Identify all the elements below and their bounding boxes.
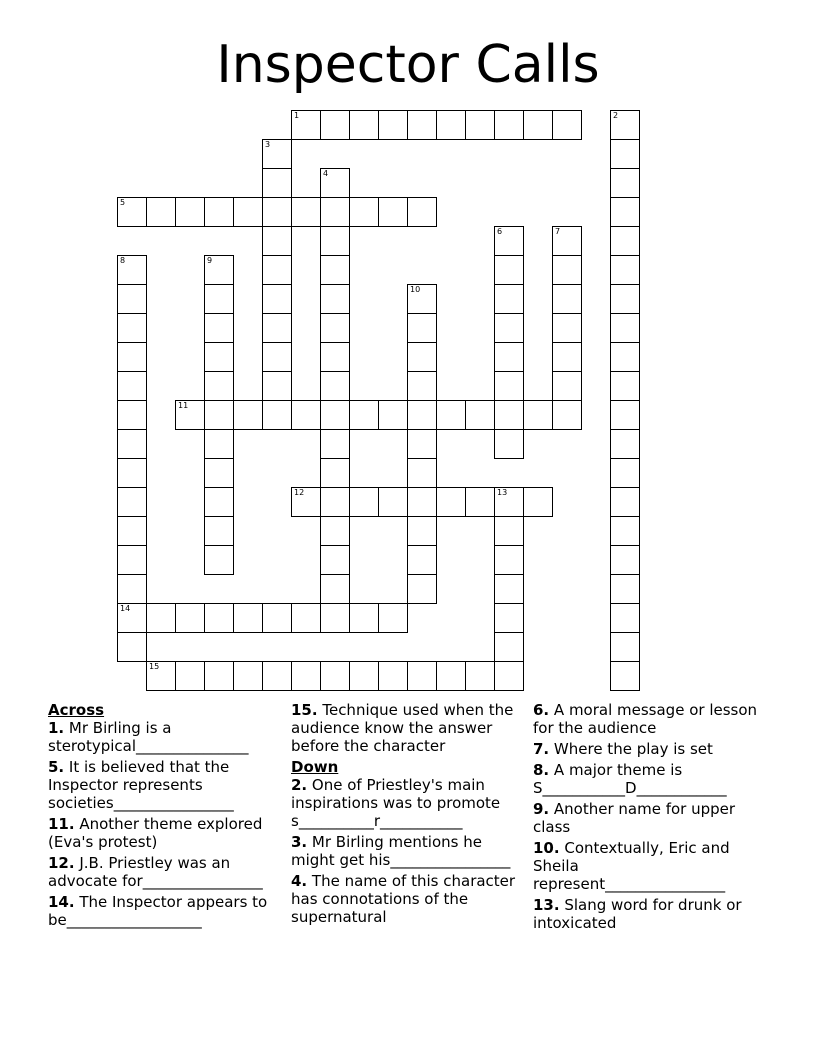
grid-cell[interactable] xyxy=(291,661,321,691)
grid-cell[interactable] xyxy=(523,487,553,517)
grid-cell[interactable] xyxy=(465,487,495,517)
clue-down-9 xyxy=(533,800,769,836)
clue-text: J.B. Priestley was an advocate for________________ xyxy=(48,854,263,890)
grid-cell[interactable] xyxy=(175,400,205,430)
grid-cell[interactable] xyxy=(291,487,321,517)
grid-cell[interactable] xyxy=(349,110,379,140)
grid-cell[interactable] xyxy=(320,226,350,256)
clue-number: 8. xyxy=(533,761,550,779)
clue-number: 14. xyxy=(48,893,75,911)
clue-down-6 xyxy=(533,701,769,737)
grid-cell[interactable] xyxy=(494,313,524,343)
clue-number: 9. xyxy=(533,800,550,818)
clues-column-2 xyxy=(291,701,527,929)
grid-cell[interactable] xyxy=(320,429,350,459)
grid-cell[interactable] xyxy=(494,284,524,314)
grid-cell[interactable] xyxy=(117,574,147,604)
clue-number: 7. xyxy=(533,740,550,758)
cell-number: 7 xyxy=(555,227,561,236)
cell-number: 9 xyxy=(207,256,213,265)
grid-cell[interactable] xyxy=(320,400,350,430)
clue-number: 12. xyxy=(48,854,75,872)
clue-down-7 xyxy=(533,740,769,758)
cell-number: 4 xyxy=(323,169,329,178)
grid-cell[interactable] xyxy=(552,342,582,372)
grid-cell[interactable] xyxy=(610,197,640,227)
grid-cell[interactable] xyxy=(610,226,640,256)
grid-cell[interactable] xyxy=(494,429,524,459)
grid-cell[interactable] xyxy=(610,342,640,372)
grid-cell[interactable] xyxy=(320,342,350,372)
grid-cell[interactable] xyxy=(407,458,437,488)
clue-text: The name of this character has connotations of the supernatural xyxy=(291,872,516,926)
clue-number: 4. xyxy=(291,872,308,890)
clue-down-2 xyxy=(291,776,527,830)
grid-cell[interactable] xyxy=(320,313,350,343)
grid-cell[interactable] xyxy=(117,429,147,459)
clue-text: Mr Birling mentions he might get his________________ xyxy=(291,833,511,869)
grid-cell[interactable] xyxy=(117,342,147,372)
grid-cell[interactable] xyxy=(349,487,379,517)
grid-cell[interactable] xyxy=(349,400,379,430)
grid-cell[interactable] xyxy=(204,545,234,575)
grid-cell[interactable] xyxy=(407,545,437,575)
cell-number: 13 xyxy=(497,488,508,497)
grid-cell[interactable] xyxy=(320,487,350,517)
grid-cell[interactable] xyxy=(262,342,292,372)
grid-cell[interactable] xyxy=(407,371,437,401)
grid-cell[interactable] xyxy=(204,371,234,401)
cell-number: 8 xyxy=(120,256,126,265)
grid-cell[interactable] xyxy=(407,197,437,227)
grid-cell[interactable] xyxy=(407,661,437,691)
grid-cell[interactable] xyxy=(552,400,582,430)
grid-cell[interactable] xyxy=(523,110,553,140)
grid-cell[interactable] xyxy=(610,545,640,575)
clue-text: Contextually, Eric and Sheila represent________________ xyxy=(533,839,730,893)
grid-cell[interactable] xyxy=(349,197,379,227)
grid-cell[interactable] xyxy=(262,371,292,401)
grid-cell[interactable] xyxy=(233,400,263,430)
grid-cell[interactable] xyxy=(407,516,437,546)
grid-cell[interactable] xyxy=(204,255,234,285)
grid-cell[interactable] xyxy=(494,110,524,140)
grid-cell[interactable] xyxy=(175,661,205,691)
grid-cell[interactable] xyxy=(117,487,147,517)
grid-cell[interactable] xyxy=(320,516,350,546)
clue-down-10 xyxy=(533,839,769,893)
clue-down-8 xyxy=(533,761,769,797)
clue-down-4 xyxy=(291,872,527,926)
grid-cell[interactable] xyxy=(610,603,640,633)
grid-cell[interactable] xyxy=(552,313,582,343)
grid-cell[interactable] xyxy=(465,110,495,140)
grid-cell[interactable] xyxy=(262,226,292,256)
grid-cell[interactable] xyxy=(407,487,437,517)
cell-number: 6 xyxy=(497,227,503,236)
grid-cell[interactable] xyxy=(552,110,582,140)
grid-cell[interactable] xyxy=(320,545,350,575)
grid-cell[interactable] xyxy=(610,313,640,343)
grid-cell[interactable] xyxy=(494,661,524,691)
grid-cell[interactable] xyxy=(349,661,379,691)
clue-across-12 xyxy=(48,854,284,890)
grid-cell[interactable] xyxy=(610,284,640,314)
grid-cell[interactable] xyxy=(523,400,553,430)
grid-cell[interactable] xyxy=(117,545,147,575)
grid-cell[interactable] xyxy=(117,313,147,343)
grid-cell[interactable] xyxy=(494,632,524,662)
clue-down-3 xyxy=(291,833,527,869)
clue-down-13 xyxy=(533,896,769,932)
cell-number: 15 xyxy=(149,662,160,671)
grid-cell[interactable] xyxy=(262,400,292,430)
grid-cell[interactable] xyxy=(552,284,582,314)
grid-cell[interactable] xyxy=(204,458,234,488)
clue-number: 5. xyxy=(48,758,65,776)
grid-cell[interactable] xyxy=(407,342,437,372)
grid-cell[interactable] xyxy=(552,226,582,256)
grid-cell[interactable] xyxy=(407,429,437,459)
clue-across-15 xyxy=(291,701,527,755)
grid-cell[interactable] xyxy=(117,458,147,488)
clue-text: A moral message or lesson for the audience xyxy=(533,701,758,737)
grid-cell[interactable] xyxy=(494,371,524,401)
grid-cell[interactable] xyxy=(320,574,350,604)
grid-cell[interactable] xyxy=(436,400,466,430)
grid-cell[interactable] xyxy=(552,255,582,285)
grid-cell[interactable] xyxy=(610,574,640,604)
grid-cell[interactable] xyxy=(117,603,147,633)
grid-cell[interactable] xyxy=(436,110,466,140)
grid-cell[interactable] xyxy=(494,603,524,633)
grid-cell[interactable] xyxy=(291,110,321,140)
grid-cell[interactable] xyxy=(320,661,350,691)
grid-cell[interactable] xyxy=(349,603,379,633)
grid-cell[interactable] xyxy=(552,371,582,401)
grid-cell[interactable] xyxy=(494,226,524,256)
grid-cell[interactable] xyxy=(291,603,321,633)
grid-cell[interactable] xyxy=(610,487,640,517)
grid-cell[interactable] xyxy=(465,661,495,691)
grid-cell[interactable] xyxy=(494,400,524,430)
clue-text: Technique used when the audience know the answer before the character xyxy=(291,701,514,755)
clue-text: Where the play is set xyxy=(549,740,713,758)
grid-cell[interactable] xyxy=(610,429,640,459)
grid-cell[interactable] xyxy=(204,197,234,227)
grid-cell[interactable] xyxy=(117,400,147,430)
clue-number: 1. xyxy=(48,719,65,737)
grid-cell[interactable] xyxy=(378,487,408,517)
grid-cell[interactable] xyxy=(175,603,205,633)
grid-cell[interactable] xyxy=(407,400,437,430)
grid-cell[interactable] xyxy=(320,458,350,488)
clue-text: The Inspector appears to be__________________ xyxy=(48,893,268,929)
clue-number: 11. xyxy=(48,815,75,833)
grid-cell[interactable] xyxy=(436,487,466,517)
grid-cell[interactable] xyxy=(465,400,495,430)
clue-text: It is believed that the Inspector represents societies________________ xyxy=(48,758,234,812)
grid-cell[interactable] xyxy=(320,255,350,285)
cell-number: 12 xyxy=(294,488,305,497)
grid-cell[interactable] xyxy=(610,168,640,198)
cell-number: 1 xyxy=(294,111,300,120)
grid-cell[interactable] xyxy=(378,603,408,633)
grid-cell[interactable] xyxy=(494,574,524,604)
grid-cell[interactable] xyxy=(610,516,640,546)
grid-cell[interactable] xyxy=(175,197,205,227)
across-heading: Across xyxy=(48,701,105,719)
grid-cell[interactable] xyxy=(610,139,640,169)
grid-cell[interactable] xyxy=(117,632,147,662)
clue-text: One of Priestley's main inspirations was to promote s__________r___________ xyxy=(291,776,501,830)
grid-cell[interactable] xyxy=(262,603,292,633)
clue-number: 6. xyxy=(533,701,550,719)
clues-column-3 xyxy=(533,701,769,935)
clue-text: Mr Birling is a sterotypical_______________ xyxy=(48,719,249,755)
clue-text: A major theme is S___________D____________ xyxy=(533,761,727,797)
grid-cell[interactable] xyxy=(610,400,640,430)
grid-cell[interactable] xyxy=(117,197,147,227)
grid-cell[interactable] xyxy=(407,313,437,343)
grid-cell[interactable] xyxy=(146,197,176,227)
grid-cell[interactable] xyxy=(117,516,147,546)
grid-cell[interactable] xyxy=(610,458,640,488)
clue-number: 13. xyxy=(533,896,560,914)
grid-cell[interactable] xyxy=(320,110,350,140)
grid-cell[interactable] xyxy=(494,342,524,372)
page-title: Inspector Calls xyxy=(216,35,600,95)
grid-cell[interactable] xyxy=(378,661,408,691)
grid-cell[interactable] xyxy=(204,487,234,517)
grid-cell[interactable] xyxy=(320,168,350,198)
cell-number: 2 xyxy=(613,111,619,120)
clue-text: Another name for upper class xyxy=(533,800,736,836)
grid-cell[interactable] xyxy=(610,632,640,662)
grid-cell[interactable] xyxy=(262,661,292,691)
clue-number: 2. xyxy=(291,776,308,794)
grid-cell[interactable] xyxy=(494,516,524,546)
cell-number: 3 xyxy=(265,140,271,149)
clue-across-14 xyxy=(48,893,284,929)
cell-number: 11 xyxy=(178,401,189,410)
grid-cell[interactable] xyxy=(320,603,350,633)
grid-cell[interactable] xyxy=(378,400,408,430)
grid-cell[interactable] xyxy=(610,371,640,401)
grid-cell[interactable] xyxy=(494,487,524,517)
grid-cell[interactable] xyxy=(146,661,176,691)
grid-cell[interactable] xyxy=(436,661,466,691)
clue-text: Slang word for drunk or intoxicated xyxy=(533,896,742,932)
grid-cell[interactable] xyxy=(407,284,437,314)
cell-number: 5 xyxy=(120,198,126,207)
grid-cell[interactable] xyxy=(146,603,176,633)
clue-text: Another theme explored (Eva's protest) xyxy=(48,815,263,851)
grid-cell[interactable] xyxy=(262,197,292,227)
grid-cell[interactable] xyxy=(407,110,437,140)
down-heading: Down xyxy=(291,758,339,776)
grid-cell[interactable] xyxy=(262,168,292,198)
grid-cell[interactable] xyxy=(494,545,524,575)
grid-cell[interactable] xyxy=(117,284,147,314)
grid-cell[interactable] xyxy=(233,197,263,227)
grid-cell[interactable] xyxy=(204,516,234,546)
grid-cell[interactable] xyxy=(204,603,234,633)
grid-cell[interactable] xyxy=(378,110,408,140)
grid-cell[interactable] xyxy=(204,284,234,314)
grid-cell[interactable] xyxy=(291,197,321,227)
grid-cell[interactable] xyxy=(262,139,292,169)
clues-column-1 xyxy=(48,701,284,932)
grid-cell[interactable] xyxy=(204,313,234,343)
grid-cell[interactable] xyxy=(320,284,350,314)
grid-cell[interactable] xyxy=(204,342,234,372)
grid-cell[interactable] xyxy=(407,574,437,604)
grid-cell[interactable] xyxy=(291,400,321,430)
grid-cell[interactable] xyxy=(494,255,524,285)
clue-across-5 xyxy=(48,758,284,812)
grid-cell[interactable] xyxy=(378,197,408,227)
grid-cell[interactable] xyxy=(262,284,292,314)
grid-cell[interactable] xyxy=(204,661,234,691)
clue-across-1 xyxy=(48,719,284,755)
clue-across-11 xyxy=(48,815,284,851)
grid-cell[interactable] xyxy=(233,661,263,691)
grid-cell[interactable] xyxy=(610,255,640,285)
grid-cell[interactable] xyxy=(320,197,350,227)
grid-cell[interactable] xyxy=(610,661,640,691)
grid-cell[interactable] xyxy=(610,110,640,140)
clue-number: 3. xyxy=(291,833,308,851)
grid-cell[interactable] xyxy=(233,603,263,633)
grid-cell[interactable] xyxy=(204,429,234,459)
cell-number: 10 xyxy=(410,285,421,294)
grid-cell[interactable] xyxy=(320,371,350,401)
grid-cell[interactable] xyxy=(204,400,234,430)
cell-number: 14 xyxy=(120,604,131,613)
clue-number: 15. xyxy=(291,701,318,719)
grid-cell[interactable] xyxy=(117,371,147,401)
grid-cell[interactable] xyxy=(117,255,147,285)
clue-number: 10. xyxy=(533,839,560,857)
grid-cell[interactable] xyxy=(262,255,292,285)
grid-cell[interactable] xyxy=(262,313,292,343)
